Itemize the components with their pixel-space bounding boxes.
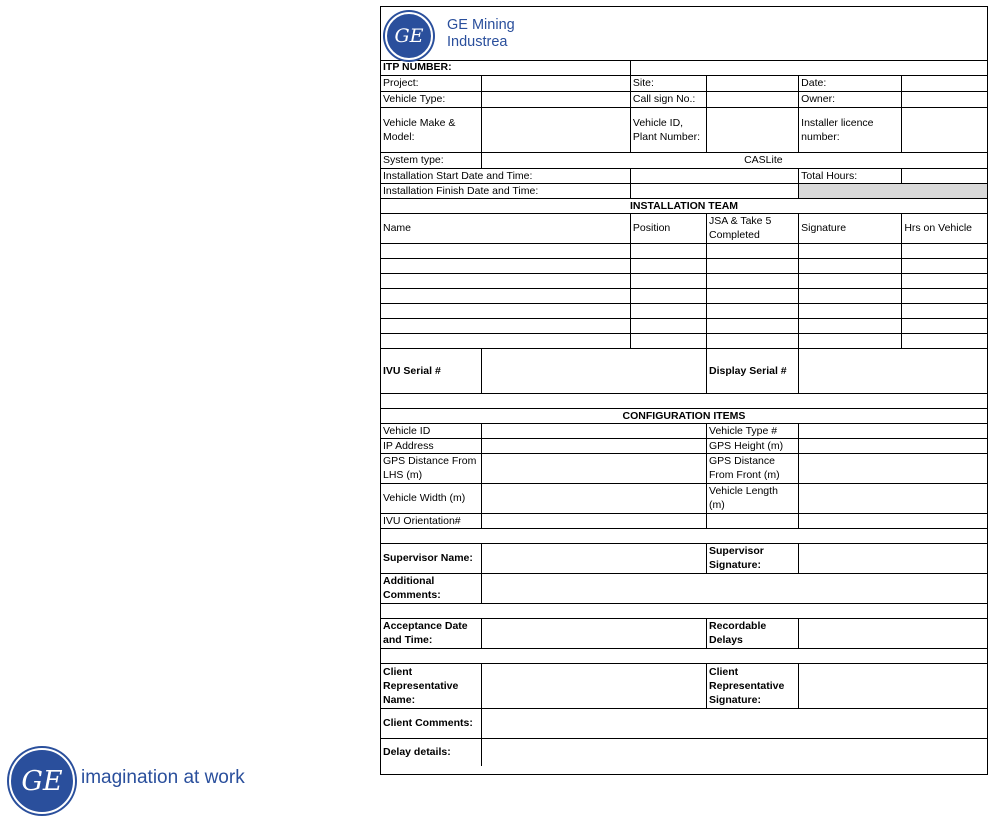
acceptance-field[interactable] xyxy=(481,618,706,648)
install-finish-field[interactable] xyxy=(630,183,798,198)
row-vehicle-id xyxy=(381,423,987,438)
row-itp xyxy=(381,60,987,75)
recordable-delays-label: Recordable Delays xyxy=(707,618,799,648)
vehicle-type-num-field[interactable] xyxy=(799,423,987,438)
supervisor-name-field[interactable] xyxy=(481,543,706,573)
spacer-row xyxy=(381,648,987,663)
gps-front-label: GPS Distance From Front (m) xyxy=(707,453,799,483)
ivu-orientation-field[interactable] xyxy=(481,513,706,528)
client-rep-signature-field[interactable] xyxy=(799,663,987,708)
brand-line-2: Industrea xyxy=(447,34,508,50)
supervisor-signature-label: Supervisor Signature: xyxy=(707,543,799,573)
total-hours-field[interactable] xyxy=(902,168,987,183)
vehicle-id-field[interactable] xyxy=(481,423,706,438)
ip-address-label: IP Address xyxy=(381,438,481,453)
itp-number-field[interactable] xyxy=(630,60,987,75)
team-col-hrs: Hrs on Vehicle xyxy=(902,213,987,243)
team-row xyxy=(381,333,987,348)
vehicle-length-label: Vehicle Length (m) xyxy=(707,483,799,513)
vehicle-type-field[interactable] xyxy=(481,91,630,107)
client-rep-name-field[interactable] xyxy=(481,663,706,708)
installer-licence-field[interactable] xyxy=(902,107,987,152)
row-ip xyxy=(381,438,987,453)
row-install-finish xyxy=(381,183,987,198)
row-vehicle-make xyxy=(381,107,987,152)
client-comments-label: Client Comments: xyxy=(381,708,481,738)
install-finish-label: Installation Finish Date and Time: xyxy=(381,183,630,198)
form-header xyxy=(381,7,987,61)
row-vehicle-dims xyxy=(381,483,987,513)
row-system-type xyxy=(381,152,987,168)
vehicle-id-plant-field[interactable] xyxy=(707,107,799,152)
row-client-rep xyxy=(381,663,987,708)
row-serials xyxy=(381,348,987,393)
installation-team-heading: INSTALLATION TEAM xyxy=(381,198,987,213)
row-vehicle-type xyxy=(381,91,987,107)
vehicle-length-field[interactable] xyxy=(799,483,987,513)
tagline: imagination at work xyxy=(81,767,245,788)
row-team-columns xyxy=(381,213,987,243)
installer-licence-label: Installer licence number: xyxy=(799,107,902,152)
row-client-comments xyxy=(381,708,987,738)
system-type-value[interactable]: CASLite xyxy=(481,152,987,168)
itp-number-label: ITP NUMBER: xyxy=(381,60,630,75)
vehicle-width-label: Vehicle Width (m) xyxy=(381,483,481,513)
form-table xyxy=(381,60,987,766)
ivu-orientation-label: IVU Orientation# xyxy=(381,513,481,528)
team-row xyxy=(381,318,987,333)
additional-comments-field[interactable] xyxy=(481,573,987,603)
configuration-items-heading: CONFIGURATION ITEMS xyxy=(381,408,987,423)
display-serial-label: Display Serial # xyxy=(707,348,799,393)
team-row xyxy=(381,303,987,318)
row-ivu-orientation xyxy=(381,513,987,528)
vehicle-id-label: Vehicle ID xyxy=(381,423,481,438)
row-acceptance xyxy=(381,618,987,648)
gps-front-field[interactable] xyxy=(799,453,987,483)
gps-lhs-field[interactable] xyxy=(481,453,706,483)
team-row xyxy=(381,258,987,273)
vehicle-id-plant-label: Vehicle ID, Plant Number: xyxy=(630,107,706,152)
vehicle-width-field[interactable] xyxy=(481,483,706,513)
client-rep-name-label: Client Representative Name: xyxy=(381,663,481,708)
team-col-name: Name xyxy=(381,213,630,243)
brand-name xyxy=(447,17,515,51)
spacer-row xyxy=(381,393,987,408)
gps-height-field[interactable] xyxy=(799,438,987,453)
acceptance-label: Acceptance Date and Time: xyxy=(381,618,481,648)
site-label: Site: xyxy=(630,75,706,91)
system-type-label: System type: xyxy=(381,152,481,168)
row-install-start xyxy=(381,168,987,183)
owner-field[interactable] xyxy=(902,91,987,107)
team-col-signature: Signature xyxy=(799,213,902,243)
total-hours-label: Total Hours: xyxy=(799,168,902,183)
recordable-delays-field[interactable] xyxy=(799,618,987,648)
ge-logo-icon: GE xyxy=(385,12,433,60)
vehicle-make-field[interactable] xyxy=(481,107,630,152)
row-additional-comments xyxy=(381,573,987,603)
row-supervisor xyxy=(381,543,987,573)
display-serial-field[interactable] xyxy=(799,348,987,393)
supervisor-signature-field[interactable] xyxy=(799,543,987,573)
gps-lhs-label: GPS Distance From LHS (m) xyxy=(381,453,481,483)
project-label: Project: xyxy=(381,75,481,91)
site-field[interactable] xyxy=(707,75,799,91)
delay-details-field[interactable] xyxy=(481,738,987,766)
team-col-position: Position xyxy=(630,213,706,243)
install-start-field[interactable] xyxy=(630,168,798,183)
ivu-serial-field[interactable] xyxy=(481,348,706,393)
project-field[interactable] xyxy=(481,75,630,91)
delay-details-label: Delay details: xyxy=(381,738,481,766)
call-sign-field[interactable] xyxy=(707,91,799,107)
row-delay-details xyxy=(381,738,987,766)
supervisor-name-label: Supervisor Name: xyxy=(381,543,481,573)
client-comments-field[interactable] xyxy=(481,708,987,738)
vehicle-type-num-label: Vehicle Type # xyxy=(707,423,799,438)
vehicle-make-label: Vehicle Make & Model: xyxy=(381,107,481,152)
team-row xyxy=(381,243,987,258)
spacer-row xyxy=(381,528,987,543)
brand-line-1: GE Mining xyxy=(447,17,515,33)
team-col-jsa: JSA & Take 5 Completed xyxy=(707,213,799,243)
vehicle-type-label: Vehicle Type: xyxy=(381,91,481,107)
install-start-label: Installation Start Date and Time: xyxy=(381,168,630,183)
ip-address-field[interactable] xyxy=(481,438,706,453)
date-label: Date: xyxy=(799,75,902,91)
installation-form xyxy=(380,6,988,775)
ivu-serial-label: IVU Serial # xyxy=(381,348,481,393)
shaded-cell xyxy=(799,183,987,198)
client-rep-signature-label: Client Representative Signature: xyxy=(707,663,799,708)
team-row xyxy=(381,273,987,288)
additional-comments-label: Additional Comments: xyxy=(381,573,481,603)
date-field[interactable] xyxy=(902,75,987,91)
call-sign-label: Call sign No.: xyxy=(630,91,706,107)
row-config-heading xyxy=(381,408,987,423)
row-gps-distance xyxy=(381,453,987,483)
team-row xyxy=(381,288,987,303)
row-project xyxy=(381,75,987,91)
gps-height-label: GPS Height (m) xyxy=(707,438,799,453)
row-team-heading xyxy=(381,198,987,213)
spacer-row xyxy=(381,603,987,618)
owner-label: Owner: xyxy=(799,91,902,107)
ge-footer-logo-icon: GE xyxy=(9,748,75,814)
